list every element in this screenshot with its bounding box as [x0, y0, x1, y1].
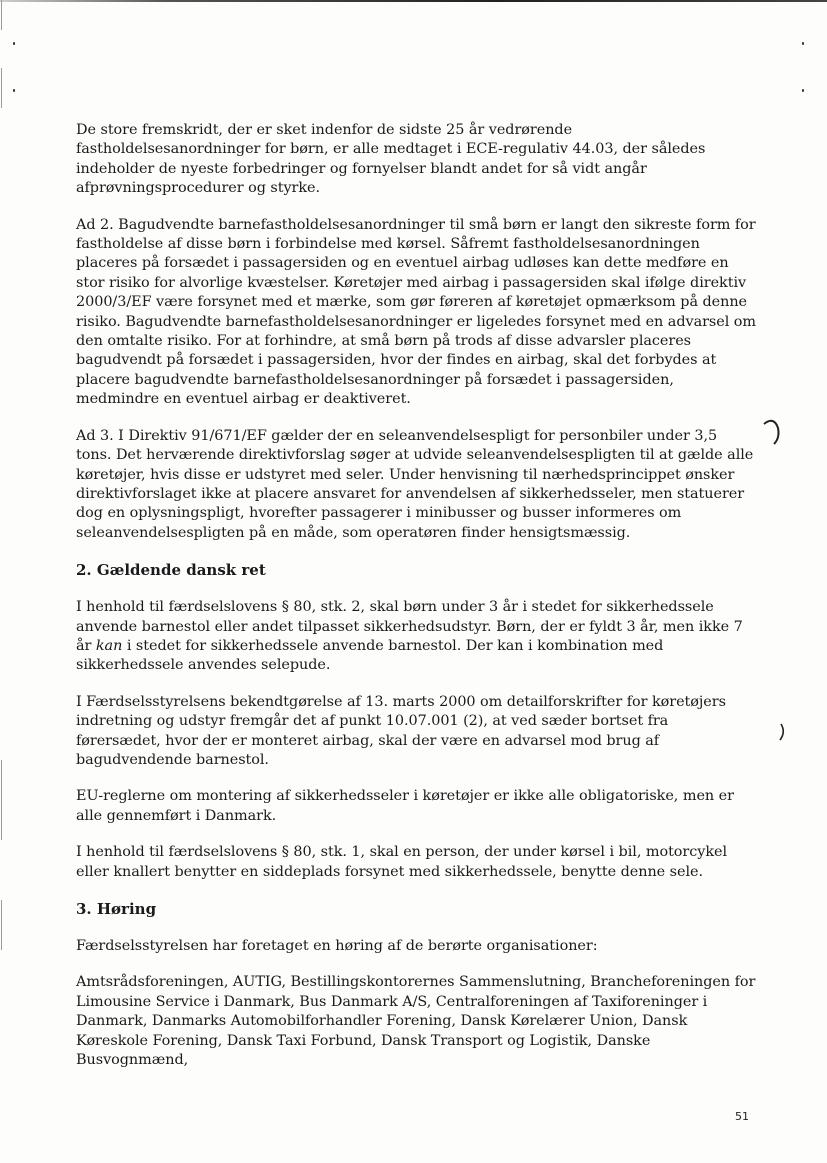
scan-left-edge-mark	[1, 900, 2, 950]
paragraph-text: I henhold til færdselslovens § 80, stk. 2, skal børn under 3 år i stedet for sikkerhedssele anvende barnestol eller andet tilpasset sikkerhedsudstyr. Børn, der er fyldt 3 år, men ikke 7 år	[76, 599, 743, 654]
scan-top-edge	[0, 0, 827, 2]
paragraph-ad2: Ad 2. Bagudvendte barnefastholdelsesanordninger til små børn er langt den sikreste form for fastholdelse af disse børn i forbindelse med kørsel. Såfremt fastholdelsesanordningen placeres på forsædet i passagersiden og en eventuel airbag udløses kan dette medføre en stor risiko for alvorlige kvæstelser. Køretøjer med airbag i passagersiden skal ifølge direktiv 2000/3/EF være forsynet med et mærke, som gør føreren af køretøjet opmærksom på denne risiko. Bagudvendte barnefastholdelsesanordninger er ligeledes forsynet med en advarsel om den omtalte risiko. For at forhindre, at små børn på trods af disse advarsler placeres bagudvendt på forsædet i passagersiden, hvor der findes en airbag, skal det forbydes at placere bagudvendte barnefastholdelsesanordninger på forsædet i passagersiden, medmindre en eventuel airbag er deaktiveret.	[76, 216, 757, 408]
punch-mark	[13, 89, 15, 92]
punch-mark	[802, 42, 804, 45]
paragraph-eu-reglerne: EU-reglerne om montering af sikkerhedsseler i køretøjer er ikke alle obligatoriske, men er alle gennemført i Danmark.	[76, 788, 734, 824]
scan-left-edge-mark	[1, 0, 2, 30]
paragraph-bekendtgoerelse: I Færdselsstyrelsens bekendtgørelse af 13. marts 2000 om detailforskrifter for køretøjers indretning og udstyr fremgår det af punkt 10.07.001 (2), at ved sæder bortset fra førersædet, hvor der er monteret airbag, skal der være en advarsel mod brug af bagudvendende barnestol.	[76, 693, 726, 768]
scan-left-edge-mark	[1, 68, 2, 108]
paragraph-faerdselsloven-stk1: I henhold til færdselslovens § 80, stk. 1, skal en person, der under kørsel i bil, motorcykel eller knallert benytter en siddeplads forsynet med sikkerhedssele, benytte denne sele.	[76, 844, 728, 880]
section-heading-hoering: 3. Høring	[76, 900, 157, 918]
margin-bracket-mark	[776, 722, 790, 742]
paragraph-text: i stedet for sikkerhedssele anvende barnestol. Der kan i kombination med sikkerhedssele anvendes selepude.	[76, 637, 664, 674]
scan-left-edge-mark	[1, 760, 2, 840]
section-heading-gaeldende-dansk-ret: 2. Gældende dansk ret	[76, 561, 266, 580]
punch-mark	[802, 89, 804, 92]
page-number: 51	[735, 1110, 749, 1123]
paragraph-hoering-intro: Færdselsstyrelsen har foretaget en høring af de berørte organisationer:	[76, 938, 598, 954]
punch-mark	[13, 42, 15, 45]
paragraph-faerdselsloven-stk2	[76, 598, 756, 676]
margin-bracket-mark	[760, 418, 786, 448]
emphasis-text: kan	[95, 637, 123, 654]
paragraph-ad3: Ad 3. I Direktiv 91/671/EF gælder der en seleanvendelsespligt for personbiler under 3,5 tons. Det herværende direktivforslag søger at udvide seleanvendelsespligten til at gælde alle køretøjer, hvis disse er udstyret med seler. Under henvisning til nærhedsprincippet ønsker direktivforslaget ikke at placere ansvaret for anvendelsen af sikkerhedsseler, men statuerer dog en oplysningspligt, hvorefter passagerer i minibusser og busser informeres om seleanvendelsespligten på en måde, som operatøren finder hensigtsmæssig.	[76, 427, 754, 541]
paragraph-organisations-list: Amtsrådsforeningen, AUTIG, Bestillingskontorernes Sammenslutning, Brancheforeningen for Limousine Service i Danmark, Bus Danmark A/S, Centralforeningen af Taxiforeninger i Danmark, Danmarks Automobilforhandler Forening, Dansk Kørelærer Union, Dansk Køreskole Forening, Dansk Taxi Forbund, Dansk Transport og Logistik, Danske Busvognmænd,	[76, 974, 756, 1069]
paragraph-intro: De store fremskridt, der er sket indenfor de sidste 25 år vedrørende fastholdelsesanordninger for børn, er alle medtaget i ECE-regulativ 44.03, der således indeholder de nyeste forbedringer og fornyelser blandt andet for så vidt angår afprøvningsprocedurer og styrke.	[76, 122, 706, 197]
document-body	[76, 121, 756, 1070]
